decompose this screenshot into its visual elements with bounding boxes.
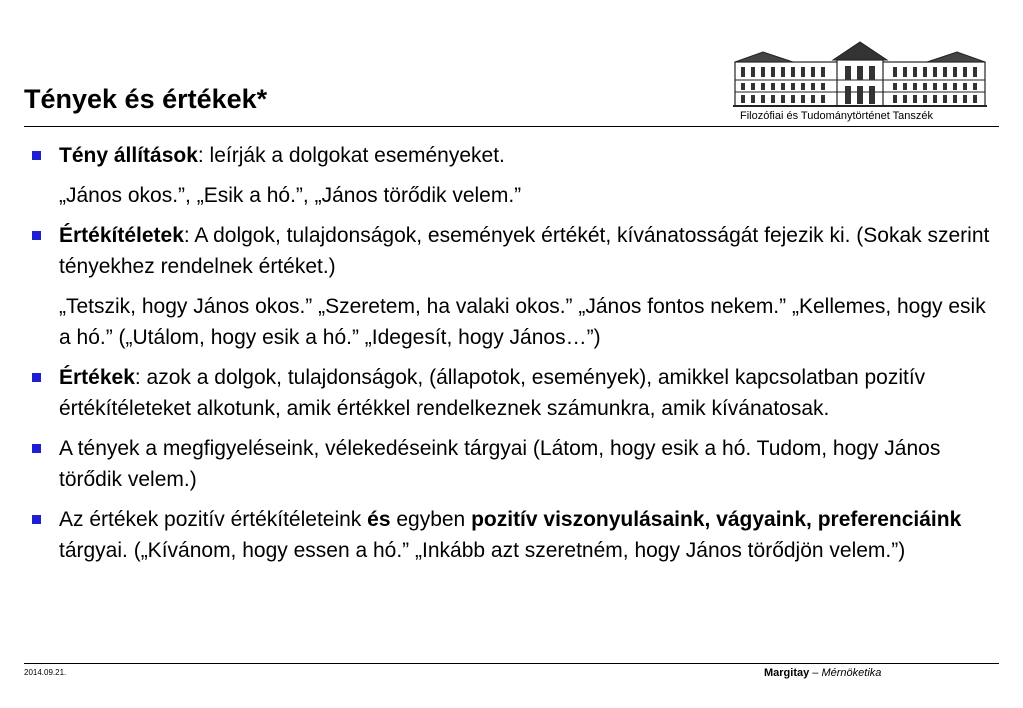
bullet-item-values [30,362,995,424]
term-values: Értékek [59,366,135,389]
bullet-marker [32,515,41,524]
course-name: Mérnöketika [821,667,882,679]
bullet-marker [32,151,41,160]
example-value-judgements: „Tetszik, hogy János okos.” „Szeretem, ha valaki okos.” „János fontos nekem.” „Kellemes, hogy esik a hó.” („Utálom, hogy esik a hó.” „Idegesít, hogy János…”) [59,295,986,349]
term-value-judgements: Értékítéletek [59,224,184,247]
statement-part-1: Az értékek pozitív értékítéleteink [59,508,368,531]
definition-value-judgements: : A dolgok, tulajdonságok, események értékét, kívánatosságát fejezik ki. (Sokak szerint tényekhez rendelnek értéket.) [59,224,990,278]
bullet-item-facts [30,140,995,171]
slide-content [30,140,995,575]
bullet-item-facts-objects [30,433,995,495]
footer-divider [24,663,999,664]
emphasis-attitudes: pozitív viszonyulásaink, vágyaink, preferenciáink [471,508,962,531]
definition-values: : azok a dolgok, tulajdonságok, (állapotok, események), amikkel kapcsolatban pozitív értékítéleteket alkotunk, amik értékkel rendelkeznek számunkra, amik kívánatosak. [59,366,926,420]
footer-separator: – [809,667,822,679]
bullet-item-value-judgements [30,220,995,282]
bullet-item-values-objects [30,504,995,566]
statement-part-3: tárgyai. („Kívánom, hogy essen a hó.” „Inkább azt szeretném, hogy János törődjön velem.”) [59,539,906,562]
university-building-logo [733,40,987,108]
term-facts: Tény állítások [59,144,198,167]
author-name: Margitay [764,667,810,679]
department-name: Filozófiai és Tudománytörténet Tanszék [740,110,934,122]
definition-facts: : leírják a dolgokat eseményeket. [197,144,505,167]
emphasis-and: és [367,508,391,531]
footer-author-course [764,667,881,679]
statement-part-2: egyben [390,508,472,531]
slide-title: Tények és értékek* [24,84,268,114]
bullet-marker [32,231,41,240]
bullet-marker [32,444,41,453]
example-facts: „János okos.”, „Esik a hó.”, „János törődik velem.” [59,184,522,207]
header-divider [24,126,999,127]
bullet-marker [32,373,41,382]
footer-date: 2014.09.21. [24,668,67,677]
statement-facts-objects: A tények a megfigyeléseink, vélekedéseink tárgyai (Látom, hogy esik a hó. Tudom, hogy János törődik velem.) [59,437,941,491]
